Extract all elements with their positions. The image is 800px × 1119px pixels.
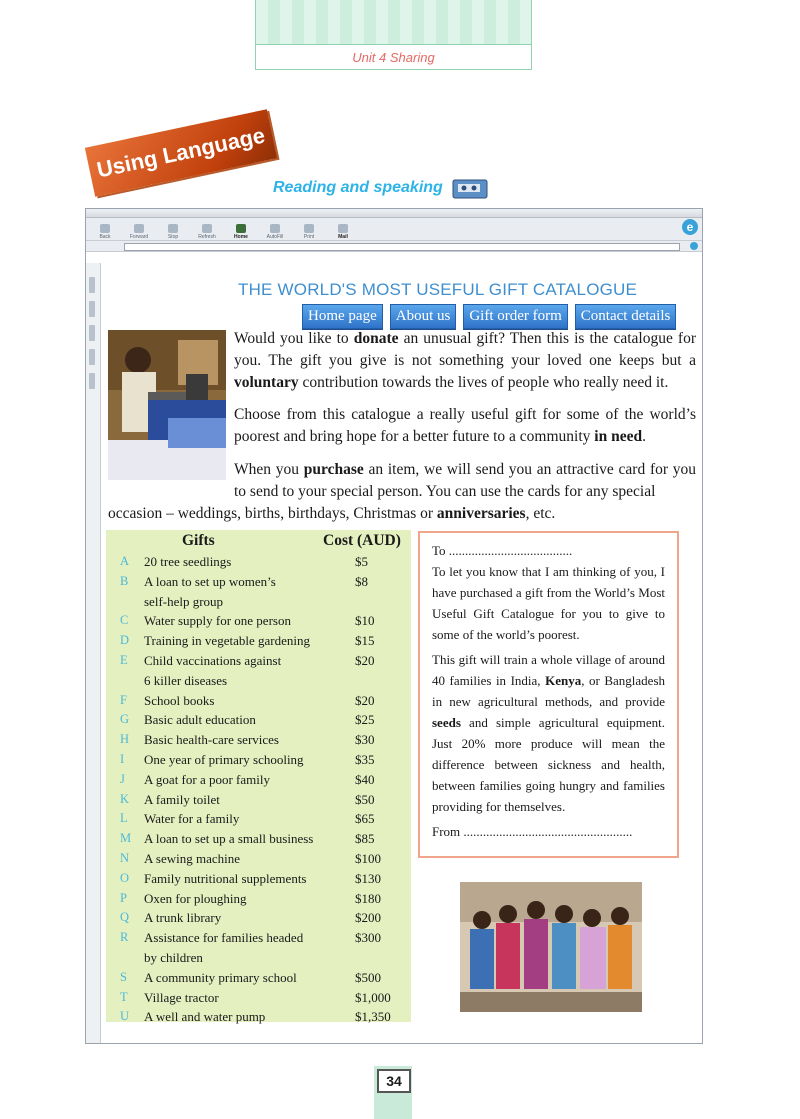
print-icon: [304, 224, 314, 233]
gift-price: $20: [355, 653, 375, 668]
gift-letter: I: [120, 752, 125, 766]
sidebar-tab-search[interactable]: [89, 325, 95, 341]
gift-price: $15: [355, 633, 375, 649]
gift-row: [106, 770, 411, 790]
autofill-icon: [270, 224, 280, 233]
gift-row: [106, 869, 411, 889]
gift-letter: C: [120, 613, 129, 628]
gift-price: $25: [355, 712, 375, 728]
nav-gift-order-form-button[interactable]: Gift order form: [463, 304, 567, 329]
gift-letter: U: [120, 1009, 130, 1024]
gift-name-line: School books: [144, 692, 215, 708]
home-icon: [236, 224, 246, 233]
mail-icon: [338, 224, 348, 233]
gift-row: [106, 790, 411, 810]
children-group-photo: [460, 882, 642, 1012]
gift-name-line: Family nutritional supplements: [144, 870, 307, 886]
catalog-nav: [302, 304, 676, 329]
woman-sewing-photo: [108, 330, 226, 480]
gift-name-line: Assistance for families headed: [144, 930, 304, 946]
gift-name-line: Water supply for one person: [144, 613, 291, 629]
gift-name: [144, 552, 329, 572]
unit-banner: [255, 0, 532, 70]
intro-paragraph-2: Choose from this catalogue a really useful gift for some of the world’s poorest and bring hope for a better future to a community in need.: [234, 406, 696, 445]
cassette-icon: [452, 178, 490, 200]
card-from-line: From ....................................................: [432, 824, 633, 839]
address-bar: [86, 241, 702, 252]
gift-name-line: 6 killer diseases: [144, 672, 228, 688]
gift-letter: J: [120, 771, 125, 786]
gift-letter: R: [120, 930, 129, 945]
gift-letter: L: [120, 811, 128, 826]
browser-toolbar: [86, 218, 702, 241]
gift-price: $180: [355, 890, 381, 906]
gift-price: $100: [355, 851, 381, 866]
gift-name-line: by children: [144, 949, 203, 965]
gift-name-line: Basic adult education: [144, 712, 256, 728]
gift-letter: S: [120, 969, 127, 984]
gift-letter: G: [120, 712, 130, 727]
refresh-icon: [202, 224, 212, 233]
gift-row: [106, 928, 411, 968]
gift-name-line: A loan to set up women’s: [144, 573, 276, 589]
gift-price: $300: [355, 930, 381, 946]
gift-name: [144, 710, 329, 730]
toolbar-stop[interactable]: Stop: [162, 224, 184, 240]
page-number: 34: [377, 1069, 411, 1093]
toolbar-back[interactable]: Back: [94, 224, 116, 240]
intro-paragraph-3-continued: occasion – weddings, births, birthdays, Christmas or anniversaries, etc.: [108, 505, 556, 522]
gift-row: [106, 1007, 411, 1027]
gift-name: [144, 730, 329, 750]
gift-name: [144, 908, 329, 928]
gift-row: [106, 730, 411, 750]
gift-letter: E: [120, 653, 128, 667]
gift-price: $20: [355, 692, 375, 708]
toolbar-print[interactable]: Print: [298, 224, 320, 240]
explorer-sidebar: [86, 263, 101, 1043]
gift-name: [144, 631, 329, 651]
gift-row: [106, 988, 411, 1008]
toolbar-mail[interactable]: Mail: [332, 224, 354, 240]
gift-letter: H: [120, 732, 130, 747]
gift-letter: B: [120, 573, 129, 588]
gift-name: [144, 611, 329, 631]
catalog-title: THE WORLD'S MOST USEFUL GIFT CATALOGUE: [238, 280, 638, 299]
gift-price: $500: [355, 969, 381, 985]
gift-letter: O: [120, 870, 130, 885]
gift-name-line: A community primary school: [144, 969, 297, 985]
gift-letter: N: [120, 851, 130, 865]
sidebar-tab-favorites[interactable]: [89, 277, 95, 293]
gift-price: $130: [355, 870, 381, 886]
nav-contact-details-button[interactable]: Contact details: [575, 304, 677, 329]
gift-row: [106, 631, 411, 651]
gift-row: [106, 750, 411, 770]
page-number-tab: [374, 1066, 412, 1119]
gift-name: [144, 889, 329, 909]
gift-row: [106, 710, 411, 730]
intro-paragraph-3: When you purchase an item, we will send you an attractive card for you to send to your special person. You can use the cards for any special: [234, 461, 696, 500]
gift-row: [106, 651, 411, 691]
gift-row: [106, 611, 411, 631]
toolbar-home[interactable]: Home: [230, 224, 252, 240]
card-paragraph-2: This gift will train a whole village of around 40 families in India, Kenya, or Bangladesh in new agricultural methods, and provide seeds and simple agricultural equipment. Just 20% more produce will mean the difference between sickness and health, between families going hungry and families providing for themselves.: [432, 652, 665, 814]
gift-name-line: A trunk library: [144, 910, 222, 926]
gift-name-line: Oxen for ploughing: [144, 890, 247, 906]
sidebar-tab-history[interactable]: [89, 301, 95, 317]
go-icon[interactable]: [690, 242, 698, 250]
gift-letter: M: [120, 831, 132, 846]
gift-name: [144, 869, 329, 889]
gift-name: [144, 1007, 329, 1027]
gift-price: $5: [355, 554, 368, 569]
gift-name: [144, 988, 329, 1008]
gift-price: $8: [355, 573, 368, 589]
subsection-label: Reading and speaking: [273, 179, 443, 196]
gift-row: [106, 809, 411, 829]
gift-row: [106, 889, 411, 909]
gift-row: [106, 829, 411, 849]
gift-row: [106, 552, 411, 572]
gift-name: [144, 928, 329, 968]
gift-name-line: Water for a family: [144, 811, 240, 827]
section-label: Using Language: [85, 109, 277, 197]
gift-name-line: A sewing machine: [144, 851, 241, 866]
gift-letter: D: [120, 633, 130, 648]
gift-row: [106, 572, 411, 612]
greeting-card: [418, 531, 679, 858]
gift-name-line: Basic health-care services: [144, 732, 279, 748]
gift-letter: K: [120, 791, 130, 806]
gifts-column-header: Gifts: [182, 532, 215, 549]
gift-letter: A: [120, 554, 130, 568]
gift-name-line: A well and water pump: [144, 1009, 266, 1025]
gift-price: $85: [355, 831, 375, 847]
gift-name: [144, 651, 329, 691]
gift-name-line: self-help group: [144, 593, 224, 609]
gift-name-line: 20 tree seedlings: [144, 554, 232, 569]
gift-name: [144, 809, 329, 829]
gift-letter: P: [120, 890, 127, 905]
gift-letter: Q: [120, 910, 130, 925]
address-input[interactable]: [124, 243, 680, 251]
cost-column-header: Cost (AUD): [323, 532, 401, 549]
stop-icon: [168, 224, 178, 233]
gift-name-line: Training in vegetable gardening: [144, 633, 310, 649]
gift-price: $200: [355, 910, 381, 926]
gift-price: $35: [355, 752, 375, 767]
gift-price: $30: [355, 732, 375, 748]
gift-table-header: [106, 530, 411, 552]
gift-price: $65: [355, 811, 375, 827]
sidebar-tab-scrapbook[interactable]: [89, 349, 95, 365]
gift-row: [106, 849, 411, 869]
gift-name: [144, 849, 329, 869]
gift-letter: T: [120, 989, 128, 1004]
toolbar-autofill[interactable]: AutoFill: [264, 224, 286, 240]
card-paragraph-1: To let you know that I am thinking of you, I have purchased a gift from the World’s Most Useful Gift Catalogue for you to give to some of the world’s poorest.: [432, 564, 665, 642]
unit-title: Unit 4 Sharing: [256, 44, 531, 70]
card-to-line: To ......................................: [432, 543, 573, 558]
gift-row: [106, 968, 411, 988]
gift-name-line: Village tractor: [144, 989, 219, 1005]
ie-logo-icon: e: [682, 219, 698, 235]
browser-titlebar: [86, 209, 702, 218]
gift-name-line: Child vaccinations against: [144, 653, 282, 668]
sidebar-tabs: [89, 277, 97, 437]
gift-row: [106, 908, 411, 928]
gift-name: [144, 968, 329, 988]
gift-name-line: One year of primary schooling: [144, 752, 304, 767]
gift-name: [144, 572, 329, 612]
gift-price: $50: [355, 791, 375, 807]
gift-name: [144, 691, 329, 711]
gift-price: $10: [355, 613, 375, 629]
forward-icon: [134, 224, 144, 233]
nav-home-page-button[interactable]: Home page: [302, 304, 383, 329]
unit-banner-pattern: [256, 0, 531, 44]
gift-name-line: A loan to set up a small business: [144, 831, 314, 847]
gift-price: $40: [355, 771, 375, 787]
intro-paragraph-1: Would you like to donate an unusual gift? Then this is the catalogue for you. The gift you give is not something your loved one keeps but a voluntary contribution towards the lives of people who really need it.: [234, 330, 696, 391]
gift-name-line: A goat for a poor family: [144, 771, 270, 787]
gift-name: [144, 750, 329, 770]
gift-name: [144, 790, 329, 810]
gift-price-table: [106, 530, 411, 1025]
sidebar-tab-page-holder[interactable]: [89, 373, 95, 389]
gift-row: [106, 691, 411, 711]
gift-name: [144, 770, 329, 790]
gift-price: $1,000: [355, 989, 391, 1005]
gift-name-line: A family toilet: [144, 791, 220, 807]
toolbar-refresh[interactable]: Refresh: [196, 224, 218, 240]
toolbar-forward[interactable]: Forward: [128, 224, 150, 240]
gift-price: $1,350: [355, 1009, 391, 1025]
back-icon: [100, 224, 110, 233]
gift-name: [144, 829, 329, 849]
nav-about-us-button[interactable]: About us: [390, 304, 457, 329]
gift-letter: F: [120, 692, 127, 707]
